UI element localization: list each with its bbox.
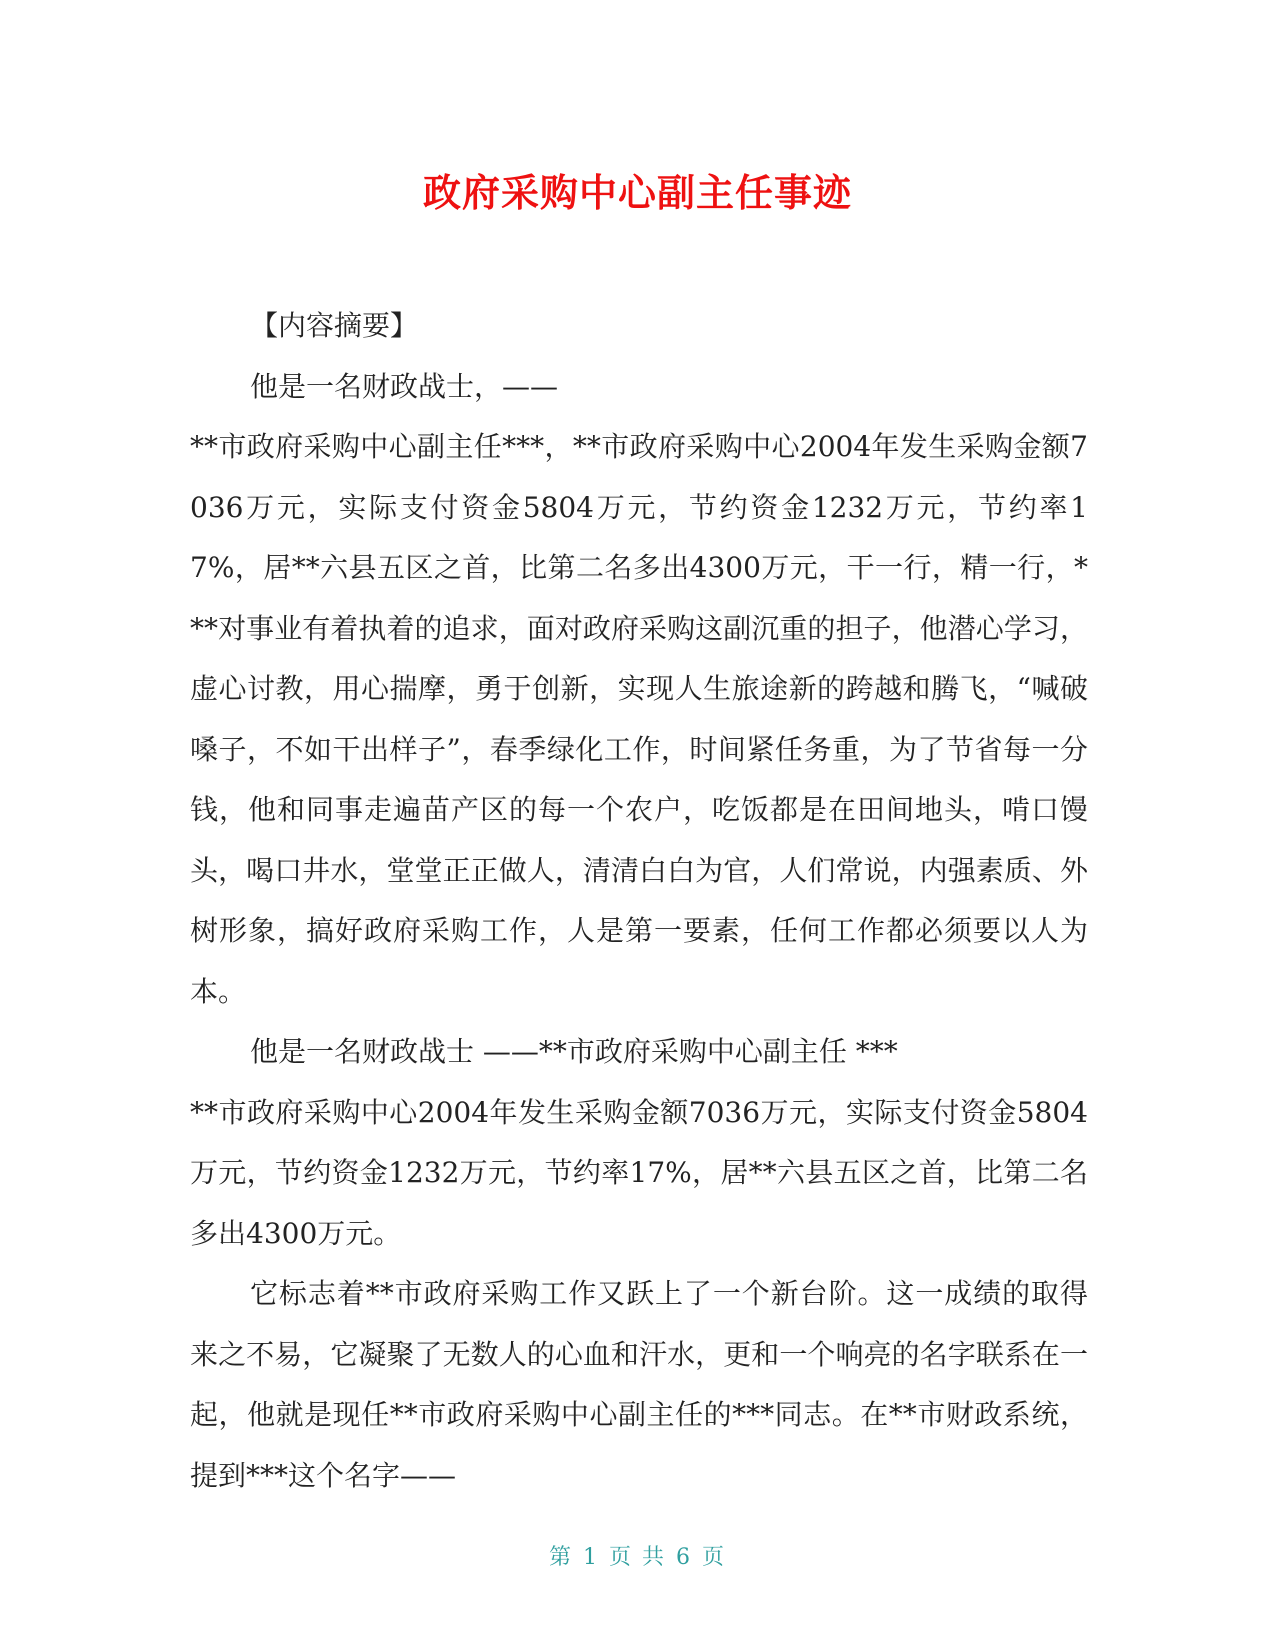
footer-page-number: 1 bbox=[583, 1545, 599, 1570]
footer-suffix: 页 bbox=[702, 1545, 727, 1570]
footer-total-pages: 6 bbox=[676, 1545, 692, 1570]
summary-heading: 【内容摘要】 bbox=[250, 309, 419, 342]
page-title: 政府采购中心副主任事迹 bbox=[422, 171, 852, 215]
paragraph-4: **市政府采购中心2004年发生采购金额7036万元，实际支付资金5804万元，节约资金1232万元，节约率17%，居**六县五区之首，比第二名多出4300万元。 bbox=[190, 1095, 1088, 1250]
paragraph-3: 他是一名财政战士 ——**市政府采购中心副主任 *** bbox=[250, 1035, 898, 1068]
document-body bbox=[190, 296, 1088, 1506]
paragraph-5: 它标志着**市政府采购工作又跃上了一个新台阶。这一成绩的取得来之不易，它凝聚了无数人的心血和汗水，更和一个响亮的名字联系在一起，他就是现任**市政府采购中心副主任的***同志。在**市财政系统，提到***这个名字—— bbox=[190, 1277, 1088, 1492]
footer-prefix: 第 bbox=[548, 1545, 573, 1570]
paragraph-1: 他是一名财政战士，—— bbox=[250, 369, 559, 403]
footer-middle: 页 共 bbox=[609, 1545, 666, 1570]
paragraph-2: **市政府采购中心副主任***，**市政府采购中心2004年发生采购金额7036万元，实际支付资金5804万元，节约资金1232万元，节约率17%，居**六县五区之首，比第二名多出4300万元，干一行，精一行，***对事业有着执着的追求，面对政府采购这副沉重的担子，他潜心学习，虚心讨教，用心揣摩，勇于创新，实现人生旅途新的跨越和腾飞，“喊破嗓子，不如干出样子”，春季绿化工作，时间紧任务重，为了节省每一分钱，他和同事走遍苗产区的每一个农户，吃饭都是在田间地头，啃口馒头，喝口井水，堂堂正正做人，清清白白为官，人们常说，内强素质、外树形象，搞好政府采购工作，人是第一要素，任何工作都必须要以人为本。 bbox=[190, 430, 1088, 1008]
page-footer bbox=[0, 1540, 1275, 1571]
